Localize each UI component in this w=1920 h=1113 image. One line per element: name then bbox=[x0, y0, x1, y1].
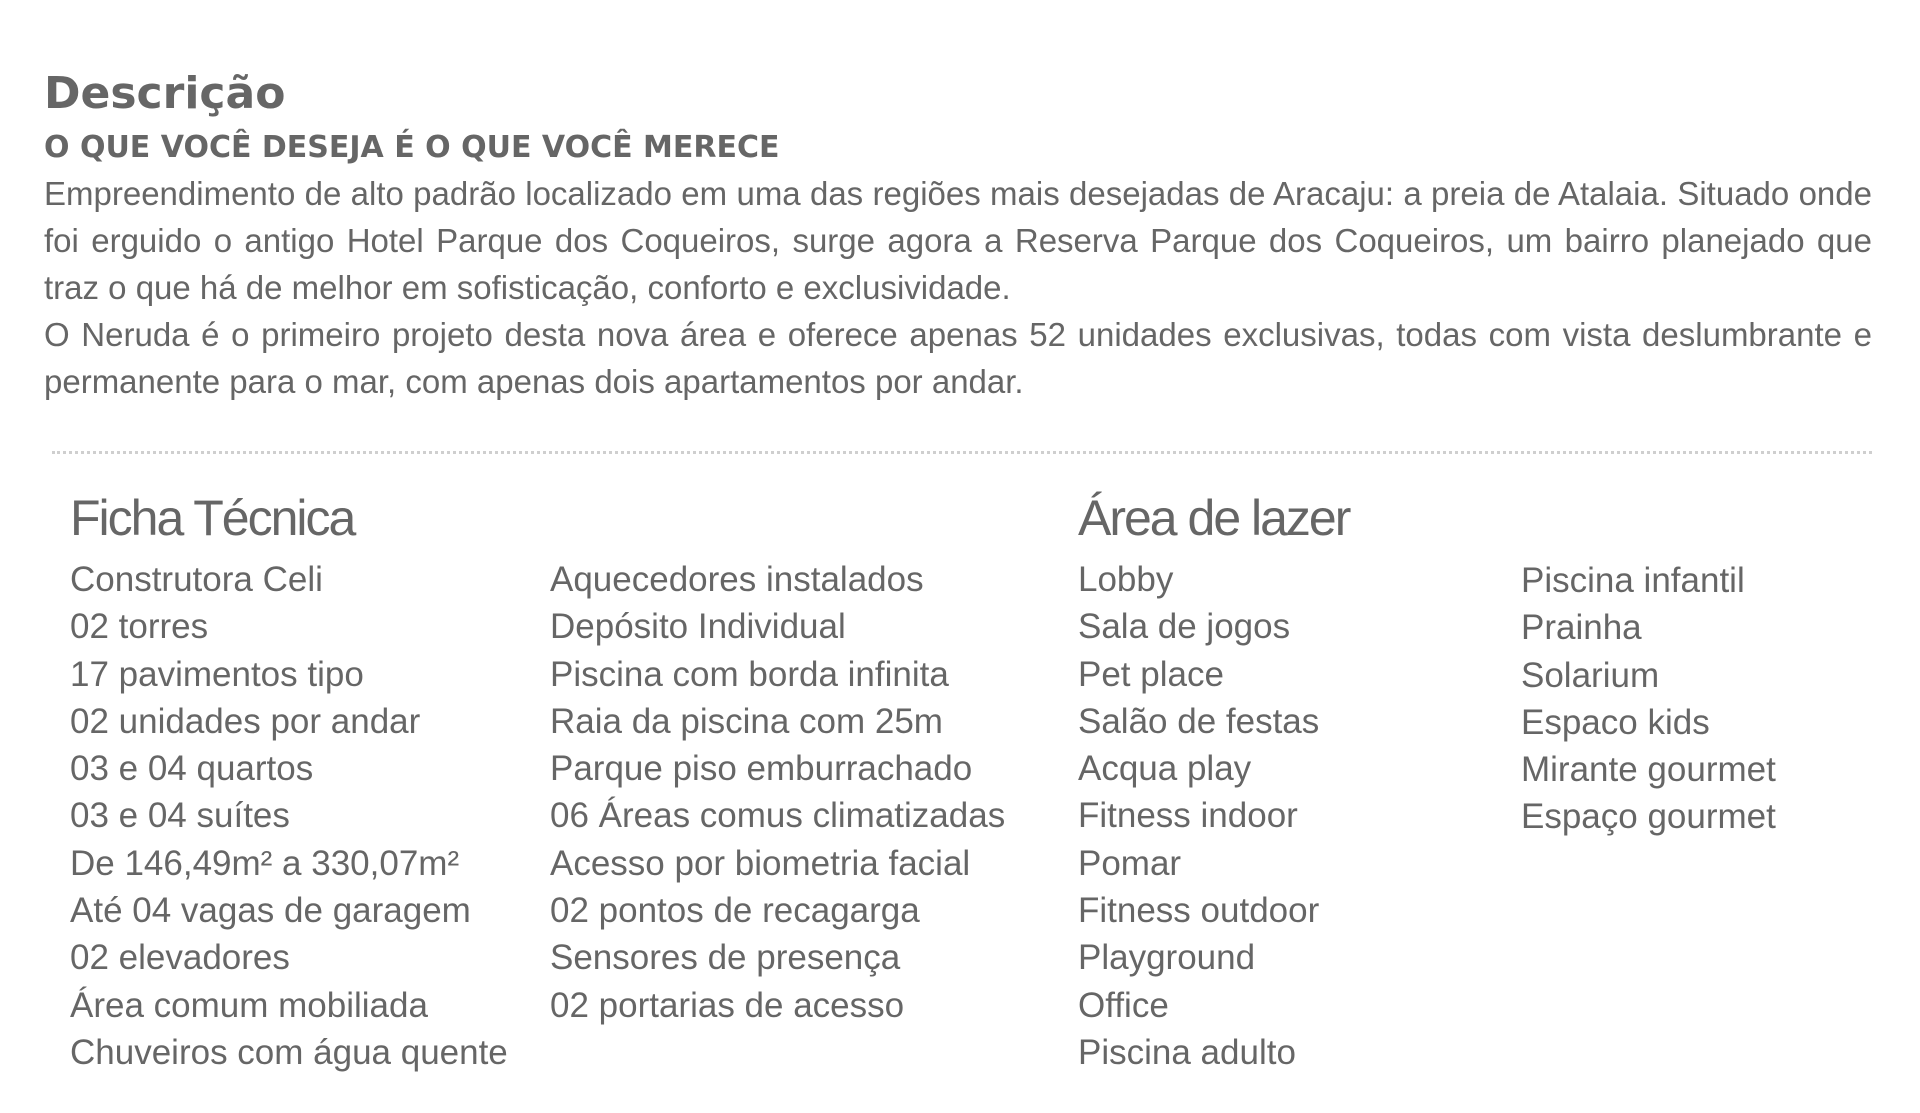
list-item: Chuveiros com água quente bbox=[70, 1032, 508, 1072]
list-item: 06 Áreas comus climatizadas bbox=[550, 796, 1006, 836]
list-item: Piscina adulto bbox=[1078, 1032, 1296, 1072]
list-item: Espaço gourmet bbox=[1521, 797, 1776, 837]
list-item: Fitness indoor bbox=[1078, 796, 1298, 836]
list-item: Office bbox=[1078, 985, 1169, 1025]
ficha-tecnica-list-column-1 bbox=[70, 556, 508, 1076]
list-item: Parque piso emburrachado bbox=[550, 749, 973, 789]
description-paragraph-2: O Neruda é o primeiro projeto desta nova área e oferece apenas 52 unidades exclusivas, todas com vista deslumbrante e permanente para o mar, com apenas dois apartamentos por andar. bbox=[44, 316, 1872, 400]
description-subtitle: O QUE VOCÊ DESEJA É O QUE VOCÊ MERECE bbox=[44, 130, 780, 165]
ficha-tecnica-title: Ficha Técnica bbox=[70, 490, 355, 546]
list-item: 02 portarias de acesso bbox=[550, 985, 905, 1025]
list-item: Piscina com borda infinita bbox=[550, 654, 949, 694]
list-item: Solarium bbox=[1521, 655, 1660, 695]
list-item: Acqua play bbox=[1078, 749, 1252, 789]
list-item: 02 unidades por andar bbox=[70, 701, 421, 741]
list-item: Espaco kids bbox=[1521, 702, 1710, 742]
list-item: Prainha bbox=[1521, 608, 1642, 648]
description-section bbox=[44, 62, 1872, 405]
list-item: 03 e 04 quartos bbox=[70, 749, 314, 789]
list-item: Acesso por biometria facial bbox=[550, 843, 971, 883]
list-item: Sensores de presença bbox=[550, 938, 901, 978]
list-item: Sala de jogos bbox=[1078, 607, 1291, 647]
list-item: Construtora Celi bbox=[70, 560, 323, 599]
list-item: Aquecedores instalados bbox=[550, 560, 924, 599]
area-lazer-list-column-1 bbox=[1078, 556, 1319, 1076]
area-lazer-title: Área de lazer bbox=[1078, 490, 1350, 546]
list-item: Área comum mobiliada bbox=[70, 985, 428, 1025]
list-item: 02 pontos de recagarga bbox=[550, 891, 920, 931]
list-item: Salão de festas bbox=[1078, 701, 1320, 741]
description-paragraph-1: Empreendimento de alto padrão localizado em uma das regiões mais desejadas de Aracaju: a preia de Atalaia. Situado onde foi erguido o antigo Hotel Parque dos Coqueiros, surge agora a Reserva Parque dos Coqueiros, um bairro planejado que traz o que há de melhor em sofisticação, conforto e exclusividade. bbox=[44, 175, 1872, 306]
list-item: Depósito Individual bbox=[550, 607, 846, 647]
list-item: Fitness outdoor bbox=[1078, 891, 1320, 931]
list-item: Pet place bbox=[1078, 654, 1224, 694]
list-item: De 146,49m² a 330,07m² bbox=[70, 843, 460, 883]
dotted-divider bbox=[52, 451, 1872, 454]
list-item: Piscina infantil bbox=[1521, 561, 1745, 600]
list-item: Até 04 vagas de garagem bbox=[70, 891, 471, 931]
list-item: Lobby bbox=[1078, 560, 1174, 599]
list-item: Mirante gourmet bbox=[1521, 750, 1776, 790]
area-lazer-list-column-2 bbox=[1521, 557, 1776, 841]
description-title: Descrição bbox=[44, 68, 286, 119]
list-item: 03 e 04 suítes bbox=[70, 796, 290, 836]
list-item: Raia da piscina com 25m bbox=[550, 701, 943, 741]
list-item: 17 pavimentos tipo bbox=[70, 654, 364, 694]
list-item: 02 elevadores bbox=[70, 938, 290, 978]
list-item: 02 torres bbox=[70, 607, 209, 647]
list-item: Pomar bbox=[1078, 843, 1182, 883]
list-item: Playground bbox=[1078, 938, 1256, 978]
ficha-tecnica-list-column-2 bbox=[550, 556, 1005, 1029]
